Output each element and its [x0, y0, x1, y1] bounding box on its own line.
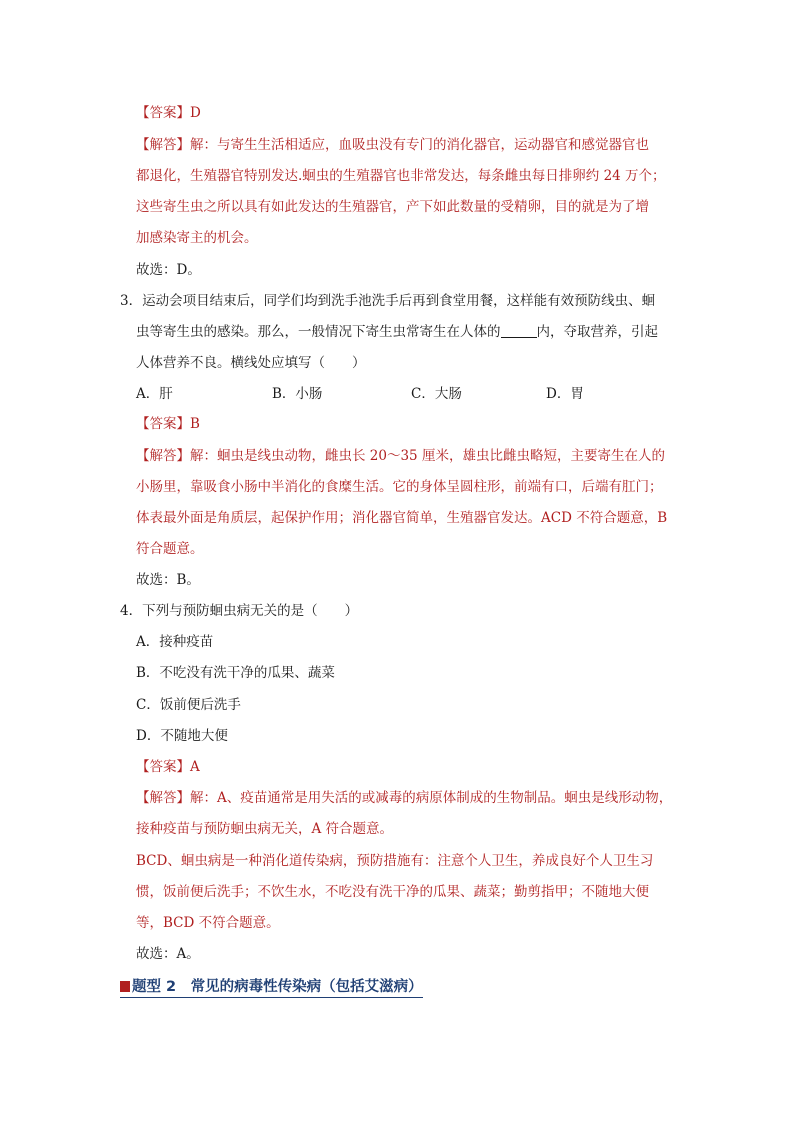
answer-tag: 【答案】: [136, 759, 190, 775]
q3-explain-line-1: 【解答】解：蛔虫是线虫动物，雌虫长 20～35 厘米，雄虫比雌虫略短，主要寄生在人的: [136, 448, 665, 464]
q3-stem-line-3: 人体营养不良。横线处应填写（ ）: [136, 355, 366, 371]
q4-option-d: D．不随地大便: [136, 728, 228, 744]
q4-explain-line-4: 惯，饭前便后洗手；不饮生水，不吃没有洗干净的瓜果、蔬菜；勤剪指甲；不随地大便: [136, 884, 649, 900]
q4-explain-line-5: 等，BCD 不符合题意。: [136, 915, 280, 931]
q2-explain-line-4: 加感染寄主的机会。: [136, 230, 258, 246]
q4-option-a: A．接种疫苗: [136, 634, 214, 650]
q4-conclusion: 故选：A。: [136, 946, 200, 962]
q3-option-a: A．肝: [136, 386, 173, 402]
fill-blank: [501, 323, 537, 338]
answer-tag: 【答案】: [136, 105, 190, 121]
section-title: 题型 2 常见的病毒性传染病（包括艾滋病）: [132, 979, 423, 995]
answer-tag: 【答案】: [136, 416, 190, 432]
q4-answer: [136, 757, 200, 777]
q3-conclusion: 故选：B。: [136, 572, 200, 588]
explain-tag: 【解答】: [136, 137, 190, 153]
q4-explain-line-1: 【解答】解：A、疫苗通常是用失活的或减毒的病原体制成的生物制品。蛔虫是线形动物，: [136, 790, 673, 806]
q2-answer: [136, 103, 201, 123]
q3-explain-line-3: 体表最外面是角质层，起保护作用；消化器官简单，生殖器官发达。ACD 不符合题意，B: [136, 510, 668, 526]
q3-answer: [136, 414, 200, 434]
q4-option-b: B．不吃没有洗干净的瓜果、蔬菜: [136, 665, 335, 681]
q3-option-b: B．小肠: [272, 386, 323, 402]
q4-explain-line-2: 接种疫苗与预防蛔虫病无关，A 符合题意。: [136, 821, 394, 837]
q4-explain-line-3: BCD、蛔虫病是一种消化道传染病，预防措施有：注意个人卫生，养成良好个人卫生习: [136, 853, 654, 869]
answer-value: D: [190, 105, 201, 121]
answer-value: A: [190, 759, 200, 775]
q3-stem-line-1: 3．运动会项目结束后，同学们均到洗手池洗手后再到食堂用餐，这样能有效预防线虫、蛔: [120, 293, 656, 309]
red-square-bullet-icon: [120, 981, 130, 992]
explain-tag: 【解答】: [136, 448, 190, 464]
q3-explain-line-4: 符合题意。: [136, 541, 204, 557]
answer-value: B: [190, 416, 200, 432]
q4-stem: 4．下列与预防蛔虫病无关的是（ ）: [120, 603, 359, 619]
explain-tag: 【解答】: [136, 790, 190, 806]
q2-explain-line-2: 都退化，生殖器官特别发达.蛔虫的生殖器官也非常发达，每条雌虫每日排卵约 24 万个；: [136, 168, 666, 184]
q2-explain-line-1: 【解答】解：与寄生生活相适应，血吸虫没有专门的消化器官，运动器官和感觉器官也: [136, 137, 649, 153]
q3-stem-line-2: 虫等寄生虫的感染。那么，一般情况下寄生虫常寄生在人体的 内，夺取营养，引起: [136, 324, 658, 340]
q2-conclusion: 故选：D。: [136, 262, 201, 278]
section-heading: [120, 975, 423, 998]
q3-option-c: C．大肠: [411, 386, 462, 402]
q4-option-c: C．饭前便后洗手: [136, 697, 241, 713]
q3-option-d: D．胃: [546, 386, 584, 402]
q2-explain-line-3: 这些寄生虫之所以具有如此发达的生殖器官，产下如此数量的受精卵，目的就是为了增: [136, 199, 649, 215]
q3-explain-line-2: 小肠里，靠吸食小肠中半消化的食糜生活。它的身体呈圆柱形，前端有口，后端有肛门；: [136, 479, 663, 495]
